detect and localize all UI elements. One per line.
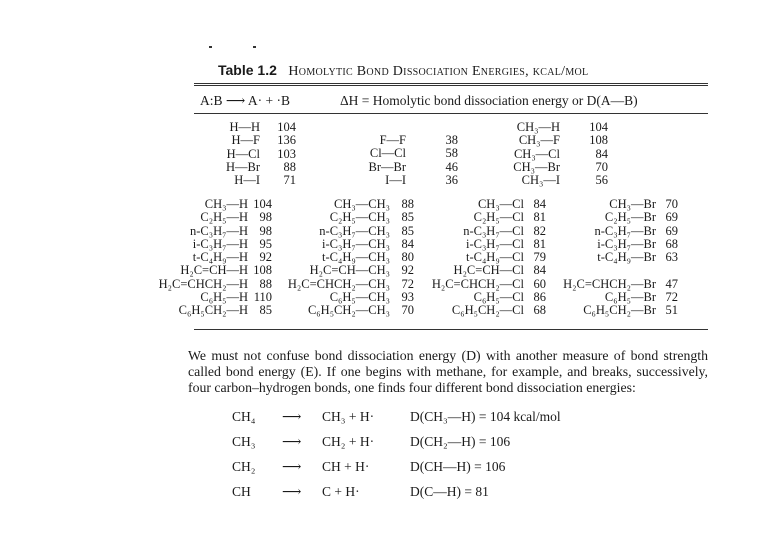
energy-value: 51 xyxy=(665,303,678,318)
table-row xyxy=(548,238,678,251)
reactant: CH₄ xyxy=(232,409,256,424)
bond-label: n-C₃H₇—H xyxy=(189,223,248,238)
table-row xyxy=(422,264,546,277)
bond-label: C₆H₅CH₂—Br xyxy=(583,303,656,318)
energy-value: 95 xyxy=(259,236,272,251)
bond-label: t-C₄H₉—H xyxy=(192,250,248,265)
table-row xyxy=(548,278,678,291)
energy-value: 72 xyxy=(401,276,414,291)
bond-label: n-C₃H₇—CH₃ xyxy=(319,223,390,238)
bottom-rule xyxy=(194,329,708,330)
bond-label: t-C₄H₉—Cl xyxy=(465,250,524,265)
bond-label: n-C₃H₇—Cl xyxy=(463,223,524,238)
lower-column-c-h xyxy=(150,198,272,318)
bond-label: t-C₄H₉—CH₃ xyxy=(322,250,390,265)
bond-label: F—F xyxy=(379,133,406,147)
bond-label: C₆H₅—H xyxy=(200,290,248,305)
energy-value: 70 xyxy=(665,197,678,211)
bond-label: I—I xyxy=(385,172,406,187)
bond-label: n-C₃H₇—Br xyxy=(594,223,656,238)
bond-label: CH₃—Br xyxy=(513,159,560,174)
bond-label: C₆H₅—CH₃ xyxy=(329,290,390,305)
table-row xyxy=(504,148,608,161)
table-row xyxy=(548,304,678,317)
energy-value: 88 xyxy=(259,276,272,291)
energy-value: 58 xyxy=(445,146,458,161)
energy-value: 86 xyxy=(533,290,546,305)
energy-value: 93 xyxy=(401,290,414,305)
arrow: ⟶ xyxy=(282,434,302,449)
table-row xyxy=(282,211,414,224)
bond-energy: D(CH—H) = 106 xyxy=(410,459,506,474)
upper-column-hydrogen-halides xyxy=(226,121,296,187)
table-row xyxy=(150,198,272,211)
arrow: ⟶ xyxy=(282,409,302,424)
energy-value: 84 xyxy=(533,197,546,211)
energy-value: 92 xyxy=(401,263,414,278)
table-row xyxy=(504,121,608,134)
reactant: CH xyxy=(232,484,251,499)
dissociation-reaction: A:B ⟶ A· + ·B xyxy=(200,93,290,108)
products: C + H· xyxy=(322,484,360,499)
table-row xyxy=(422,225,546,238)
energy-value: 81 xyxy=(533,210,546,225)
scan-speck xyxy=(253,46,256,48)
energy-value: 72 xyxy=(665,290,678,305)
table-row xyxy=(282,278,414,291)
energy-value: 68 xyxy=(665,236,678,251)
energy-value: 81 xyxy=(533,236,546,251)
table-row xyxy=(150,251,272,264)
top-rule xyxy=(194,83,708,86)
table-row xyxy=(504,174,608,187)
bond-label: H₂C=CHCH₂—CH₃ xyxy=(287,276,390,291)
energy-value: 69 xyxy=(665,210,678,225)
energy-value: 108 xyxy=(589,133,608,148)
table-row xyxy=(366,161,458,174)
table-row xyxy=(282,291,414,304)
table-row xyxy=(422,211,546,224)
table-row xyxy=(366,147,458,160)
energy-value: 69 xyxy=(665,223,678,238)
energy-value: 47 xyxy=(665,276,678,291)
table-row xyxy=(422,238,546,251)
energy-value: 85 xyxy=(401,210,414,225)
reaction-header xyxy=(200,93,638,109)
table-row xyxy=(150,304,272,317)
table-number: Table 1.2 xyxy=(218,62,277,78)
bond-label: i-C₃H₇—CH₃ xyxy=(322,236,390,251)
table-row xyxy=(422,291,546,304)
energy-value: 46 xyxy=(445,159,458,174)
table-row xyxy=(150,278,272,291)
table-row xyxy=(548,264,678,277)
bond-label: H—Br xyxy=(226,159,261,174)
bond-label: H₂C=CH—CH₃ xyxy=(309,263,390,278)
body-paragraph: We must not confuse bond dissociation energy (D) with another measure of bond strength called bond energy (E). If one begins with methane, for example, and breaks, successively, four carbon–hydrogen bonds, one finds four different bond dissociation energies: xyxy=(188,348,708,395)
table-row xyxy=(226,174,296,187)
bond-label: i-C₃H₇—Cl xyxy=(465,236,524,251)
bond-label: H₂C=CH—Cl xyxy=(453,263,524,278)
bond-energy: D(C—H) = 81 xyxy=(410,484,489,499)
reactant: CH₂ xyxy=(232,459,256,474)
upper-column-methyl xyxy=(504,121,608,187)
energy-value xyxy=(656,264,678,277)
energy-value: 70 xyxy=(595,159,608,174)
bond-label: C₆H₅CH₂—Cl xyxy=(451,303,524,318)
arrow: ⟶ xyxy=(282,484,302,499)
bond-label: H₂C=CHCH₂—Cl xyxy=(431,276,524,291)
energy-value: 88 xyxy=(401,197,414,211)
table-row xyxy=(226,134,296,147)
bond-label: Br—Br xyxy=(368,159,406,174)
energy-value: 60 xyxy=(533,276,546,291)
bond-label: C₆H₅CH₂—CH₃ xyxy=(307,303,390,318)
bond-label: C₂H₅—H xyxy=(200,210,248,225)
bond-label: t-C₄H₉—Br xyxy=(597,250,656,265)
bond-label: CH₃—Cl xyxy=(513,146,560,161)
table-row xyxy=(548,225,678,238)
table-row xyxy=(226,161,296,174)
table-row xyxy=(422,198,546,211)
table-row xyxy=(150,291,272,304)
energy-value: 38 xyxy=(445,133,458,147)
bond-label: CH₃—I xyxy=(521,173,560,188)
table-row xyxy=(422,278,546,291)
energy-value: 70 xyxy=(401,303,414,318)
table-row xyxy=(504,161,608,174)
lower-column-c-ch3 xyxy=(282,198,414,318)
table-row xyxy=(548,251,678,264)
lower-column-c-cl xyxy=(422,198,546,318)
energy-value: 68 xyxy=(533,303,546,318)
upper-column-halogens xyxy=(366,134,458,187)
energy-value: 88 xyxy=(283,159,296,174)
table-row xyxy=(422,251,546,264)
bond-label: CH₃—F xyxy=(518,133,560,148)
bond-label: C₂H₅—Br xyxy=(604,210,656,225)
energy-value: 79 xyxy=(533,250,546,265)
bond-label: H—Cl xyxy=(226,146,260,161)
bond-label: H₂C=CH—H xyxy=(180,263,248,278)
energy-value: 71 xyxy=(283,173,296,188)
energy-value: 56 xyxy=(595,173,608,188)
table-row xyxy=(548,291,678,304)
scan-speck xyxy=(209,46,212,48)
energy-value: 108 xyxy=(253,263,272,278)
bond-label: C₂H₅—Cl xyxy=(473,210,524,225)
table-row xyxy=(282,225,414,238)
bond-label: i-C₃H₇—Br xyxy=(597,236,656,251)
energy-value: 103 xyxy=(277,146,296,161)
energy-value: 80 xyxy=(401,250,414,265)
reactant: CH₃ xyxy=(232,434,256,449)
energy-value: 82 xyxy=(533,223,546,238)
table-row xyxy=(548,198,678,211)
energy-value: 85 xyxy=(259,303,272,318)
table-row xyxy=(150,211,272,224)
table-title: Homolytic Bond Dissociation Energies, kcal/mol xyxy=(288,64,589,79)
table-row xyxy=(282,304,414,317)
dissociation-definition: ΔH = Homolytic bond dissociation energy or D(A—B) xyxy=(340,93,638,108)
arrow: ⟶ xyxy=(282,459,302,474)
energy-value: 98 xyxy=(259,210,272,225)
energy-value: 110 xyxy=(253,290,272,305)
bond-label: H₂C=CHCH₂—H xyxy=(158,276,248,291)
table-row xyxy=(548,211,678,224)
energy-value: 92 xyxy=(259,250,272,265)
table-row xyxy=(282,251,414,264)
bond-label: H—H xyxy=(229,120,260,134)
table-row xyxy=(282,198,414,211)
energy-value: 84 xyxy=(595,146,608,161)
energy-value: 104 xyxy=(253,197,272,211)
bond-label: CH₃—Br xyxy=(609,197,656,211)
energy-value: 63 xyxy=(665,250,678,265)
energy-value: 84 xyxy=(401,236,414,251)
table-row xyxy=(282,238,414,251)
table-row xyxy=(282,264,414,277)
table-row xyxy=(150,238,272,251)
table-row xyxy=(150,225,272,238)
bond-label: H—I xyxy=(234,173,260,188)
lower-column-c-br xyxy=(548,198,678,318)
products: CH₂ + H· xyxy=(322,434,375,449)
bond-energy: D(CH₃—H) = 104 kcal/mol xyxy=(410,409,561,424)
products: CH + H· xyxy=(322,459,370,474)
bond-label: H—F xyxy=(231,133,260,148)
header-rule xyxy=(194,113,708,114)
table-caption xyxy=(218,62,588,80)
bond-energy: D(CH₂—H) = 106 xyxy=(410,434,511,449)
table-row xyxy=(504,134,608,147)
bond-label: i-C₃H₇—H xyxy=(192,236,248,251)
table-row xyxy=(366,174,458,187)
bond-label: C₆H₅—Br xyxy=(604,290,656,305)
bond-label xyxy=(548,264,656,277)
bond-label: CH₃—H xyxy=(204,197,248,211)
bond-label: CH₃—CH₃ xyxy=(334,197,390,211)
table-row xyxy=(226,148,296,161)
bond-label: C₆H₅CH₂—H xyxy=(178,303,248,318)
bond-label: C₆H₅—Cl xyxy=(473,290,524,305)
energy-value: 104 xyxy=(277,120,296,134)
energy-value: 136 xyxy=(277,133,296,148)
energy-value: 98 xyxy=(259,223,272,238)
bond-label: Cl—Cl xyxy=(369,146,406,161)
energy-value: 84 xyxy=(533,263,546,278)
energy-value: 85 xyxy=(401,223,414,238)
table-row xyxy=(366,134,458,147)
bond-label: CH₃—Cl xyxy=(477,197,524,211)
table-row xyxy=(422,304,546,317)
table-row xyxy=(226,121,296,134)
energy-value: 36 xyxy=(445,172,458,187)
energy-value: 104 xyxy=(589,120,608,134)
bond-label: H₂C=CHCH₂—Br xyxy=(563,276,656,291)
bond-label: CH₃—H xyxy=(516,120,560,134)
bond-label: C₂H₅—CH₃ xyxy=(329,210,390,225)
products: CH₃ + H· xyxy=(322,409,375,424)
table-row xyxy=(150,264,272,277)
